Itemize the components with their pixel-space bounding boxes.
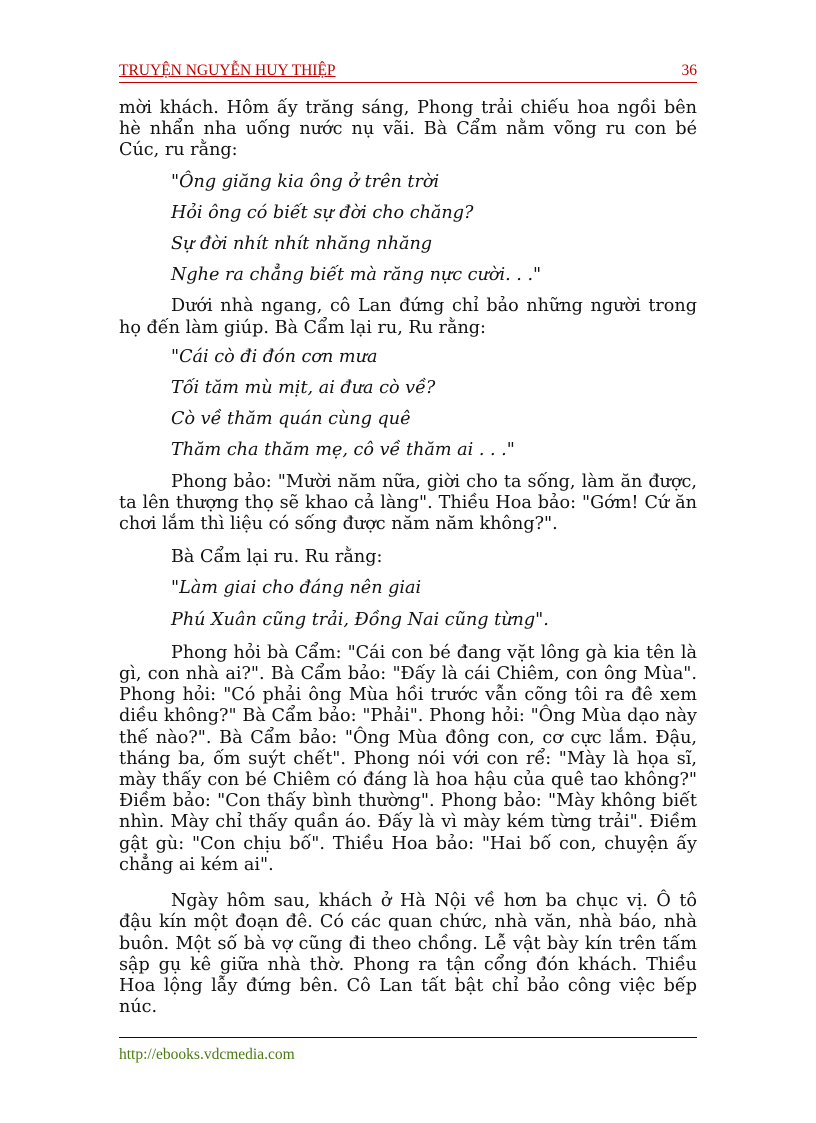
paragraph: Ngày hôm sau, khách ở Hà Nội về hơn ba chục vị. Ô tô đậu kín một đoạn đê. Có các quan chức, nhà văn, nhà báo, nhà buôn. Một số bà vợ cũng đi theo chồng. Lễ vật bày kín trên tấm sập gụ kê giữa nhà thờ. Phong ra tận cổng đón khách. Thiều Hoa lộng lẫy đứng bên. Cô Lan tất bật chỉ bảo công việc bếp núc. [119,891,697,1018]
verse-line: Nghe ra chẳng biết mà răng nực cười. . ." [171,265,542,286]
verse-line: "Làm giai cho đáng nên giai [171,578,422,599]
verse-line: "Cái cò đi đón cơn mưa [171,346,378,367]
paragraph: Phong hỏi bà Cẩm: "Cái con bé đang vặt lông gà kia tên là gì, con nhà ai?". Bà Cẩm bảo: "Đấy là cái Chiêm, con ông Mùa". Phong hỏi: "Có phải ông Mùa hồi trước vẫn cõng tôi ra đê xem diều không?" Bà Cẩm bảo: "Phải". Phong hỏi: "Ông Mùa dạo này thế nào?". Bà Cẩm bảo: "Ông Mùa đông con, cơ cực lắm. Đậu, tháng ba, ốm suýt chết". Phong nói với con rể: "Mày là họa sĩ, mày thấy con bé Chiêm có đáng là hoa hậu của quê tao không?" Điềm bảo: "Con thấy bình thường". Phong bảo: "Mày không biết nhìn. Mày chỉ thấy quần áo. Đấy là vì mày kém từng trải". Điềm gật gù: "Con chịu bố". Thiều Hoa bảo: "Hai bố con, chuyện ấy chẳng ai kém ai". [119,642,697,875]
verse-line: "Ông giăng kia ông ở trên trời [171,171,440,192]
page-header [119,62,697,83]
paragraph: Bà Cẩm lại ru. Ru rằng: [171,547,383,568]
paragraph: Phong bảo: "Mười năm nữa, giời cho ta sống, làm ăn được, ta lên thượng thọ sẽ khao cả làng". Thiều Hoa bảo: "Gớm! Cứ ăn chơi lắm thì liệu có sống được năm năm không?". [119,471,697,535]
verse-line: Sự đời nhít nhít nhăng nhăng [171,234,433,255]
footer-rule [119,1037,697,1038]
page-body [119,98,697,1018]
verse-line: Phú Xuân cũng trải, Đồng Nai cũng từng". [171,609,549,630]
book-title: TRUYỆN NGUYỄN HUY THIỆP [119,62,336,79]
verse-line: Hỏi ông có biết sự đời cho chăng? [171,202,474,223]
footer-link[interactable]: http://ebooks.vdcmedia.com [119,1046,295,1063]
paragraph: Dưới nhà ngang, cô Lan đứng chỉ bảo những người trong họ đến làm giúp. Bà Cẩm lại ru, Ru rằng: [119,296,697,338]
verse-line: Tối tăm mù mịt, ai đưa cò về? [171,378,436,399]
page-number: 36 [681,62,697,79]
verse-line: Cò về thăm quán cùng quê [171,409,411,430]
paragraph: mời khách. Hôm ấy trăng sáng, Phong trải chiếu hoa ngồi bên hè nhẩn nha uống nước nụ vãi. Bà Cẩm nằm võng ru con bé Cúc, ru rằng: [119,98,697,161]
verse-line: Thăm cha thăm mẹ, cô về thăm ai . . ." [171,440,515,461]
